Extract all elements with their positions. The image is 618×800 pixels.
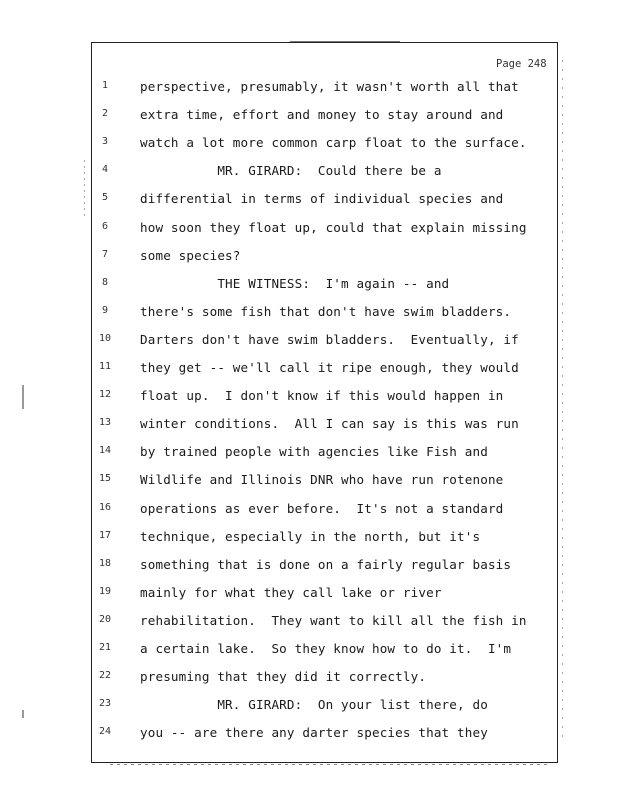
transcript-line: THE WITNESS: I'm again -- and (140, 275, 450, 291)
transcript-line: winter conditions. All I can say is this was run (140, 416, 519, 432)
line-number: 4 (101, 164, 109, 176)
transcript-line: extra time, effort and money to stay around and (140, 107, 504, 123)
transcript-line: technique, especially in the north, but it's (140, 528, 481, 544)
line-number: 1 (101, 80, 109, 91)
margin-artifact (22, 710, 24, 718)
transcript-line: perspective, presumably, it wasn't worth all that (140, 79, 519, 94)
line-number: 7 (101, 248, 109, 260)
transcript-line: differential in terms of individual species and (140, 191, 504, 207)
transcript-line: operations as ever before. It's not a standard (140, 500, 504, 516)
transcript-line: there's some fish that don't have swim bladders. (140, 303, 512, 319)
transcript-line: watch a lot more common carp float to the surface. (140, 135, 527, 151)
transcript-line: float up. I don't know if this would happen in (140, 388, 504, 404)
line-number: 13 (98, 417, 112, 429)
line-number: 3 (101, 136, 109, 148)
line-number: 16 (98, 501, 112, 513)
transcript-line: you -- are there any darter species that they (140, 725, 488, 741)
transcript-line: something that is done on a fairly regular basis (140, 556, 512, 572)
margin-artifact (562, 60, 563, 740)
transcript-line: they get -- we'll call it ripe enough, they would (140, 360, 519, 375)
line-number: 10 (98, 332, 112, 344)
transcript-line: presuming that they did it correctly. (140, 669, 427, 685)
line-number: 24 (98, 726, 112, 738)
line-number: 19 (98, 585, 112, 597)
line-number: 20 (98, 613, 112, 625)
line-number: 8 (101, 276, 109, 288)
line-number: 21 (98, 642, 112, 653)
line-number: 9 (101, 304, 109, 316)
scan-artifact (110, 764, 550, 765)
margin-artifact (22, 385, 24, 409)
margin-artifact (84, 160, 85, 220)
transcript-line: by trained people with agencies like Fish and (140, 444, 488, 460)
line-number: 12 (98, 389, 112, 401)
line-number: 23 (98, 698, 112, 710)
line-number: 15 (98, 473, 112, 485)
line-number: 18 (98, 557, 112, 569)
line-number: 17 (98, 529, 112, 541)
line-number: 2 (101, 108, 109, 120)
line-number: 22 (98, 670, 112, 682)
line-number: 11 (98, 361, 112, 372)
transcript-line: MR. GIRARD: Could there be a (140, 163, 442, 179)
transcript-line: Darters don't have swim bladders. Eventually, if (140, 331, 519, 347)
transcript-line: mainly for what they call lake or river (140, 584, 442, 600)
transcript-line: rehabilitation. They want to kill all the fish in (140, 612, 527, 628)
transcript-line: MR. GIRARD: On your list there, do (140, 697, 488, 713)
transcript-line: some species? (140, 247, 241, 263)
transcript-line: a certain lake. So they know how to do it. I'm (140, 641, 512, 656)
transcript-line: Wildlife and Illinois DNR who have run rotenone (140, 472, 504, 488)
line-number: 6 (101, 220, 109, 232)
line-number: 5 (101, 192, 109, 204)
line-number: 14 (98, 445, 112, 457)
page-number: Page 248 (496, 58, 547, 70)
transcript-line: how soon they float up, could that explain missing (140, 219, 527, 235)
